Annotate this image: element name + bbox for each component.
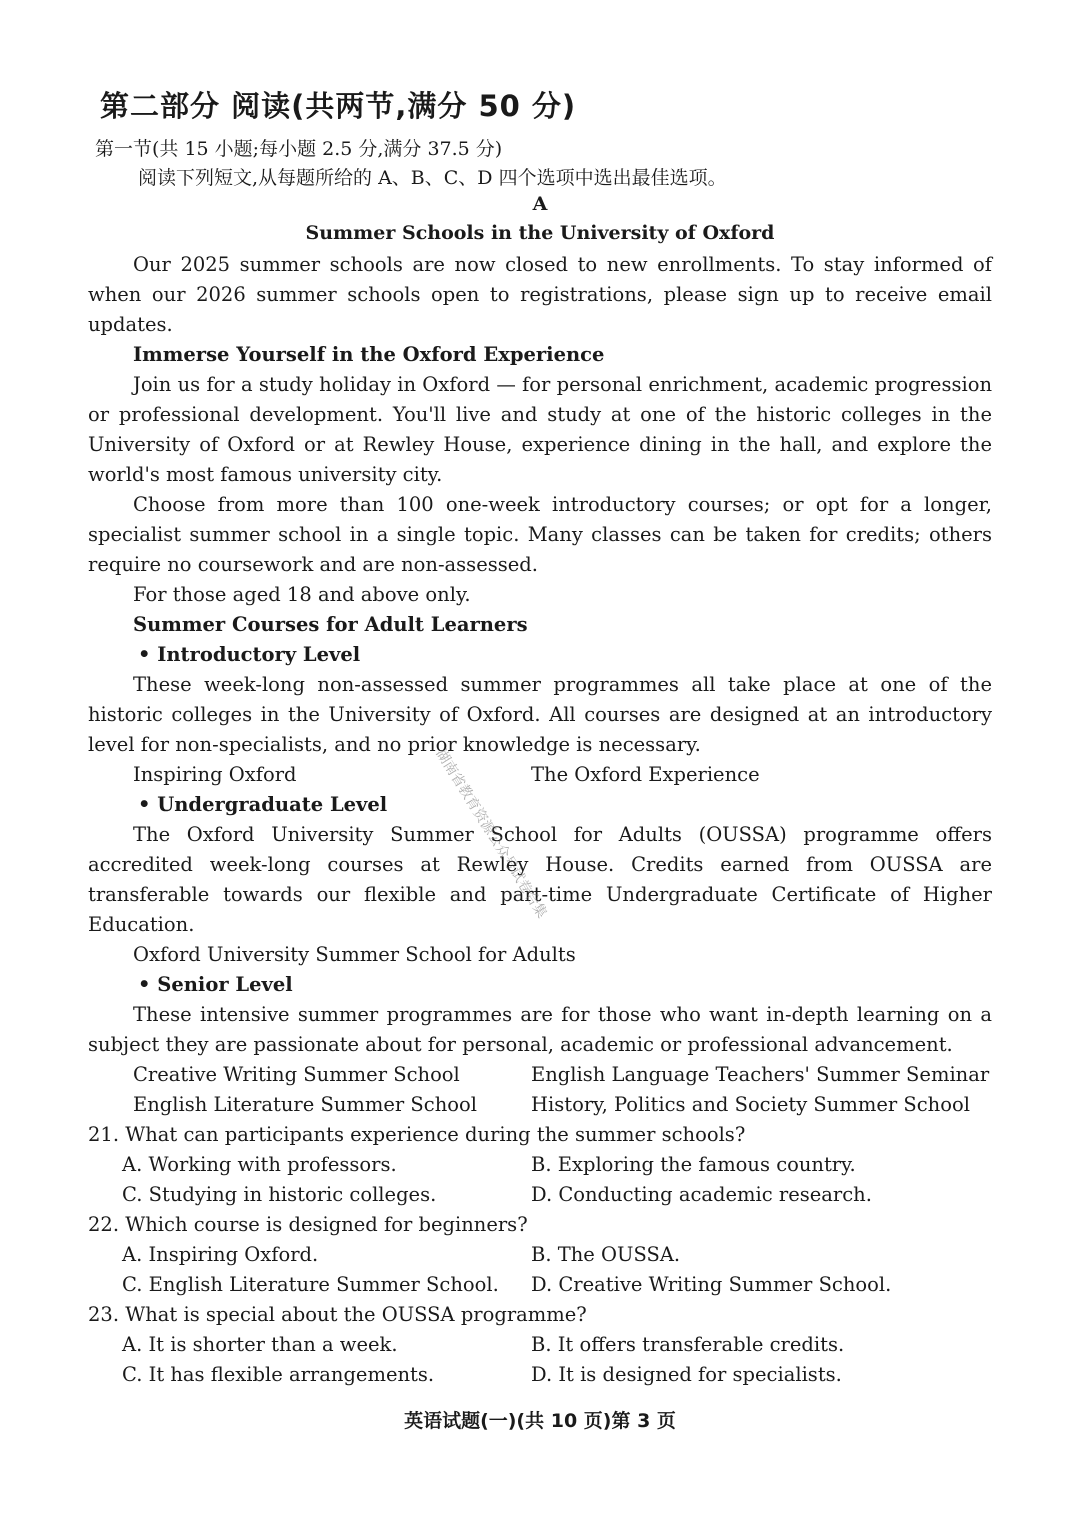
option-c: C. It has flexible arrangements.	[122, 1363, 435, 1386]
program-item: English Language Teachers' Summer Seminar	[531, 1063, 990, 1086]
undergraduate-level-text: The Oxford University Summer School for Adults (OUSSA) programme offers accredited week-long courses at Rewley House. Credits earned from OUSSA are transferable towards our flexible and part-time Undergraduate Certificate of Higher Education.	[88, 823, 992, 936]
question-22-options-row-1	[88, 1240, 992, 1270]
passage-title: Summer Schools in the University of Oxford	[305, 222, 775, 244]
option-c: C. Studying in historic colleges.	[122, 1183, 437, 1206]
option-a: A. Working with professors.	[122, 1153, 397, 1176]
question-22-options-row-2	[88, 1270, 992, 1300]
question-21: 21. What can participants experience during the summer schools?	[88, 1123, 746, 1146]
option-a: A. It is shorter than a week.	[122, 1333, 398, 1356]
option-b: B. The OUSSA.	[531, 1243, 681, 1266]
senior-programs-row-1	[88, 1060, 992, 1090]
program-item: History, Politics and Society Summer School	[531, 1093, 970, 1116]
part-title: 第二部分 阅读(共两节,满分 50 分)	[100, 89, 577, 123]
question-23-options-row-1	[88, 1330, 992, 1360]
passage-letter: A	[532, 193, 548, 215]
introductory-level-text: These week-long non-assessed summer programmes all take place at one of the historic colleges in the University of Oxford. All courses are designed at an introductory level for non-specialists, and no prior knowledge is necessary.	[88, 673, 992, 756]
passage-body	[88, 250, 992, 1390]
senior-programs-row-2	[88, 1090, 992, 1120]
option-c: C. English Literature Summer School.	[122, 1273, 499, 1296]
question-22: 22. Which course is designed for beginners?	[88, 1213, 528, 1236]
immerse-paragraph-1: Join us for a study holiday in Oxford — for personal enrichment, academic progression or professional development. You'll live and study at one of the historic colleges in the University of Oxford or at Rewley House, experience dining in the hall, and explore the world's most famous university city.	[88, 373, 992, 486]
program-item: The Oxford Experience	[531, 763, 760, 786]
page-footer: 英语试题(一)(共 10 页)第 3 页	[404, 1410, 676, 1432]
option-b: B. It offers transferable credits.	[531, 1333, 845, 1356]
undergraduate-level-heading: • Undergraduate Level	[138, 793, 388, 816]
question-23-options-row-2	[88, 1360, 992, 1390]
option-a: A. Inspiring Oxford.	[122, 1243, 319, 1266]
option-d: D. Conducting academic research.	[531, 1183, 872, 1206]
program-item: Oxford University Summer School for Adults	[133, 943, 576, 966]
option-d: D. Creative Writing Summer School.	[531, 1273, 892, 1296]
immerse-paragraph-2: Choose from more than 100 one-week introductory courses; or opt for a longer, specialist summer school in a single topic. Many classes can be taken for credits; others require no coursework and are non-assessed.	[88, 493, 992, 576]
program-item: Creative Writing Summer School	[133, 1063, 460, 1086]
senior-level-heading: • Senior Level	[138, 973, 293, 996]
immerse-heading: Immerse Yourself in the Oxford Experience	[133, 343, 605, 366]
option-b: B. Exploring the famous country.	[531, 1153, 856, 1176]
program-item: Inspiring Oxford	[133, 763, 297, 786]
introductory-level-heading: • Introductory Level	[138, 643, 361, 666]
intro-paragraph: Our 2025 summer schools are now closed to new enrollments. To stay informed of when our 2026 summer schools open to registrations, please sign up to receive email updates.	[88, 253, 992, 336]
question-21-options-row-2	[88, 1180, 992, 1210]
section-line: 第一节(共 15 小题;每小题 2.5 分,满分 37.5 分)	[95, 138, 503, 160]
program-item: English Literature Summer School	[133, 1093, 477, 1116]
watermark: 湖南省教育资源公众号试卷合集	[432, 746, 550, 921]
courses-heading: Summer Courses for Adult Learners	[133, 613, 528, 636]
senior-level-text: These intensive summer programmes are for those who want in-depth learning on a subject they are passionate about for personal, academic or professional advancement.	[88, 1003, 992, 1056]
instruction: 阅读下列短文,从每题所给的 A、B、C、D 四个选项中选出最佳选项。	[138, 167, 727, 189]
introductory-programs	[88, 760, 992, 790]
question-23: 23. What is special about the OUSSA programme?	[88, 1303, 587, 1326]
option-d: D. It is designed for specialists.	[531, 1363, 842, 1386]
question-21-options-row-1	[88, 1150, 992, 1180]
age-note: For those aged 18 and above only.	[133, 583, 471, 606]
